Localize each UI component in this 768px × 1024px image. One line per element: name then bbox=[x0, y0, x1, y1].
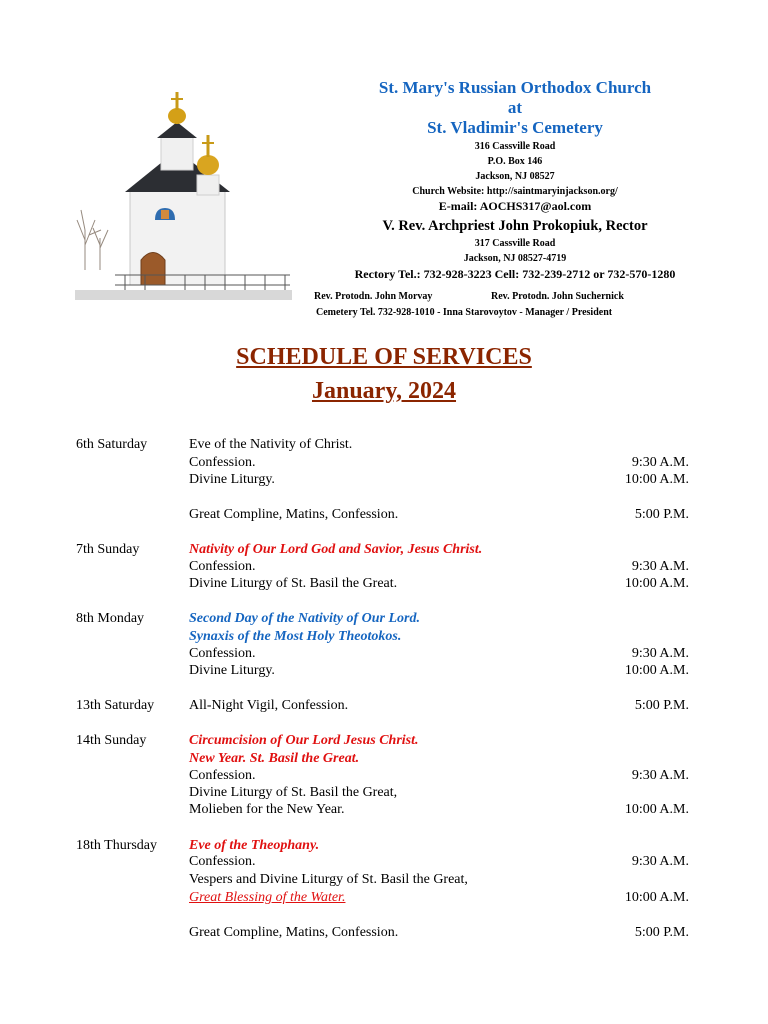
address-line-2: P.O. Box 146 bbox=[487, 156, 543, 167]
service-name: Great Compline, Matins, Confession. bbox=[189, 507, 399, 522]
email-text: E-mail: AOCHS317@aol.com bbox=[438, 199, 592, 213]
service-time: 9:30 A.M. bbox=[631, 559, 689, 574]
service-name: Divine Liturgy of St. Basil the Great, bbox=[189, 785, 398, 800]
rector-name: V. Rev. Archpriest John Prokopiuk, Rector bbox=[382, 218, 648, 234]
schedule-row bbox=[0, 750, 768, 768]
address-line-1: 316 Cassville Road bbox=[474, 141, 556, 152]
service-name: Circumcision of Our Lord Jesus Christ. bbox=[189, 733, 419, 748]
schedule-row bbox=[0, 645, 768, 663]
website-text: Church Website: http://saintmaryinjackson.org/ bbox=[412, 186, 618, 197]
schedule-day: 7th Sunday bbox=[76, 542, 140, 557]
service-name: Great Blessing of the Water. bbox=[189, 890, 346, 905]
schedule-day: 13th Saturday bbox=[76, 698, 155, 713]
schedule-row bbox=[0, 767, 768, 785]
schedule-title: SCHEDULE OF SERVICES bbox=[236, 344, 532, 370]
schedule-row bbox=[0, 697, 768, 715]
rectory-telephone: Rectory Tel.: 732-928-3223 Cell: 732-239-2712 or 732-570-1280 bbox=[354, 267, 676, 281]
service-name: Divine Liturgy of St. Basil the Great. bbox=[189, 576, 398, 591]
church-name: St. Mary's Russian Orthodox Church bbox=[378, 78, 652, 97]
schedule-row bbox=[0, 628, 768, 646]
service-time: 10:00 A.M. bbox=[624, 802, 689, 817]
at-text: at bbox=[507, 98, 523, 117]
service-time: 5:00 P.M. bbox=[634, 507, 689, 522]
service-name: Confession. bbox=[189, 646, 256, 661]
deacon-1: Rev. Protodn. John Morvay bbox=[314, 291, 433, 302]
service-name: Nativity of Our Lord God and Savior, Jesus Christ. bbox=[189, 542, 483, 557]
schedule-row bbox=[0, 454, 768, 472]
service-name: Eve of the Nativity of Christ. bbox=[189, 437, 353, 452]
church-photo bbox=[75, 80, 292, 300]
service-name: Confession. bbox=[189, 854, 256, 869]
service-name: Confession. bbox=[189, 455, 256, 470]
service-name: Eve of the Theophany. bbox=[189, 838, 320, 853]
service-time: 9:30 A.M. bbox=[631, 455, 689, 470]
service-name: Molieben for the New Year. bbox=[189, 802, 345, 817]
schedule-row bbox=[0, 436, 768, 454]
service-time: 5:00 P.M. bbox=[634, 698, 689, 713]
schedule-row bbox=[0, 662, 768, 680]
service-time: 10:00 A.M. bbox=[624, 472, 689, 487]
schedule-row bbox=[0, 784, 768, 802]
service-name: Second Day of the Nativity of Our Lord. bbox=[189, 611, 420, 626]
schedule-row bbox=[0, 575, 768, 593]
schedule-row bbox=[0, 610, 768, 628]
schedule-day: 8th Monday bbox=[76, 611, 145, 626]
schedule-row bbox=[0, 541, 768, 559]
church-header bbox=[300, 78, 730, 282]
service-name: Divine Liturgy. bbox=[189, 663, 275, 678]
service-name: Confession. bbox=[189, 768, 256, 783]
service-name: Confession. bbox=[189, 559, 256, 574]
service-name: Great Compline, Matins, Confession. bbox=[189, 925, 399, 940]
service-name: All-Night Vigil, Confession. bbox=[189, 698, 349, 713]
schedule-row bbox=[0, 871, 768, 889]
schedule-day: 18th Thursday bbox=[76, 838, 158, 853]
address-line-3: Jackson, NJ 08527 bbox=[475, 171, 555, 182]
rector-address-2: Jackson, NJ 08527-4719 bbox=[463, 253, 567, 264]
cemetery-telephone: Cemetery Tel. 732-928-1010 - Inna Starovoytov - Manager / President bbox=[316, 307, 613, 318]
service-name: Vespers and Divine Liturgy of St. Basil the Great, bbox=[189, 872, 468, 887]
schedule-row bbox=[0, 558, 768, 576]
service-name: Synaxis of the Most Holy Theotokos. bbox=[189, 629, 402, 644]
schedule-row bbox=[0, 732, 768, 750]
service-time: 9:30 A.M. bbox=[631, 646, 689, 661]
schedule-month: January, 2024 bbox=[311, 378, 457, 404]
schedule-row bbox=[0, 837, 768, 855]
rector-address-1: 317 Cassville Road bbox=[474, 238, 556, 249]
cemetery-name: St. Vladimir's Cemetery bbox=[427, 118, 603, 137]
service-time: 9:30 A.M. bbox=[631, 854, 689, 869]
schedule-row bbox=[0, 924, 768, 942]
schedule-row bbox=[0, 506, 768, 524]
service-name: New Year. St. Basil the Great. bbox=[189, 751, 360, 766]
schedule-row bbox=[0, 889, 768, 907]
service-time: 10:00 A.M. bbox=[624, 576, 689, 591]
service-time: 10:00 A.M. bbox=[624, 890, 689, 905]
schedule-row bbox=[0, 853, 768, 871]
schedule-row bbox=[0, 801, 768, 819]
deacon-2: Rev. Protodn. John Suchernick bbox=[491, 291, 624, 302]
schedule-day: 6th Saturday bbox=[76, 437, 148, 452]
service-time: 9:30 A.M. bbox=[631, 768, 689, 783]
service-time: 5:00 P.M. bbox=[634, 925, 689, 940]
schedule-row bbox=[0, 471, 768, 489]
service-time: 10:00 A.M. bbox=[624, 663, 689, 678]
schedule-day: 14th Sunday bbox=[76, 733, 147, 748]
service-name: Divine Liturgy. bbox=[189, 472, 275, 487]
